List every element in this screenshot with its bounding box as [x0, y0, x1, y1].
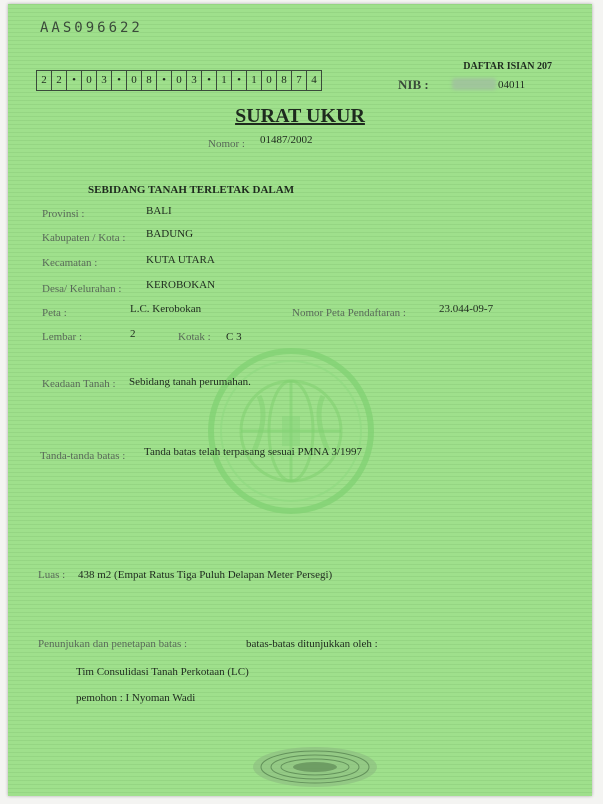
- nib-box-cell: 1: [247, 71, 262, 90]
- nib-box-cell: •: [232, 71, 247, 90]
- luas-value: 438 m2 (Empat Ratus Tiga Puluh Delapan Meter Persegi): [78, 569, 333, 581]
- keadaan-label: Keadaan Tanah :: [42, 378, 116, 390]
- kelurahan-value: KEROBOKAN: [146, 279, 216, 291]
- nib-label: NIB :: [398, 77, 429, 92]
- nib-box-cell: 0: [82, 71, 97, 90]
- nib-box-cell: 0: [262, 71, 277, 90]
- nib-box-cell: •: [67, 71, 82, 90]
- nomor-value: 01487/2002: [260, 134, 313, 146]
- nib-box-cell: •: [202, 71, 217, 90]
- nib-box-cell: 2: [52, 71, 67, 90]
- form-code: DAFTAR ISIAN 207: [463, 61, 552, 72]
- redacted-mark: [452, 78, 496, 90]
- kecamatan-value: KUTA UTARA: [146, 254, 215, 266]
- keadaan-value: Sebidang tanah perumahan.: [129, 376, 251, 388]
- nib-box-cell: 0: [127, 71, 142, 90]
- nib-box-cell: •: [157, 71, 172, 90]
- kelurahan-label: Desa/ Kelurahan :: [42, 283, 122, 295]
- nib-box-cell: 0: [172, 71, 187, 90]
- serial-number: AAS096622: [40, 20, 143, 36]
- nib-box-cell: 3: [187, 71, 202, 90]
- kabupaten-value: BADUNG: [146, 228, 194, 240]
- penunjukan-label: Penunjukan dan penetapan batas :: [38, 638, 188, 650]
- nib-box-cell: 7: [292, 71, 307, 90]
- nib-box-cell: 1: [217, 71, 232, 90]
- nomor-peta-label: Nomor Peta Pendaftaran :: [292, 307, 406, 319]
- peta-value: L.C. Kerobokan: [130, 303, 202, 315]
- kabupaten-label: Kabupaten / Kota :: [42, 232, 126, 244]
- provinsi-label: Provinsi :: [42, 208, 85, 220]
- luas-label: Luas :: [38, 569, 66, 581]
- tanda-batas-value: Tanda batas telah terpasang sesuai PMNA 3/1997: [144, 446, 362, 458]
- nomor-peta-value: 23.044-09-7: [439, 303, 494, 315]
- kotak-value: C 3: [226, 331, 242, 343]
- certificate-page: [8, 4, 592, 796]
- nomor-label: Nomor :: [208, 138, 245, 150]
- nib-box-cell: 2: [37, 71, 52, 90]
- document-title: SURAT UKUR: [235, 105, 365, 127]
- provinsi-value: BALI: [146, 205, 172, 217]
- kecamatan-label: Kecamatan :: [42, 257, 98, 269]
- lembar-label: Lembar :: [42, 331, 83, 343]
- kotak-label: Kotak :: [178, 331, 211, 343]
- penunjukan-line1: Tim Consulidasi Tanah Perkotaan (LC): [76, 666, 249, 678]
- nib-value: 04011: [498, 79, 526, 91]
- tanda-batas-label: Tanda-tanda batas :: [40, 450, 126, 462]
- nib-box-cell: 3: [97, 71, 112, 90]
- nib-number-boxes: [36, 70, 322, 91]
- penunjukan-line2: pemohon : I Nyoman Wadi: [76, 692, 196, 704]
- bpn-emblem-watermark: [204, 346, 379, 516]
- nib-box-cell: •: [112, 71, 127, 90]
- lembar-value: 2: [130, 328, 136, 340]
- nib-box-cell: 4: [311, 74, 317, 86]
- guilloche-seal: [250, 744, 380, 790]
- nib-box-cell: 8: [142, 71, 157, 90]
- penunjukan-value: batas-batas ditunjukkan oleh :: [246, 638, 378, 650]
- peta-label: Peta :: [42, 307, 67, 319]
- nib-box-cell: 8: [277, 71, 292, 90]
- location-heading: SEBIDANG TANAH TERLETAK DALAM: [88, 184, 295, 196]
